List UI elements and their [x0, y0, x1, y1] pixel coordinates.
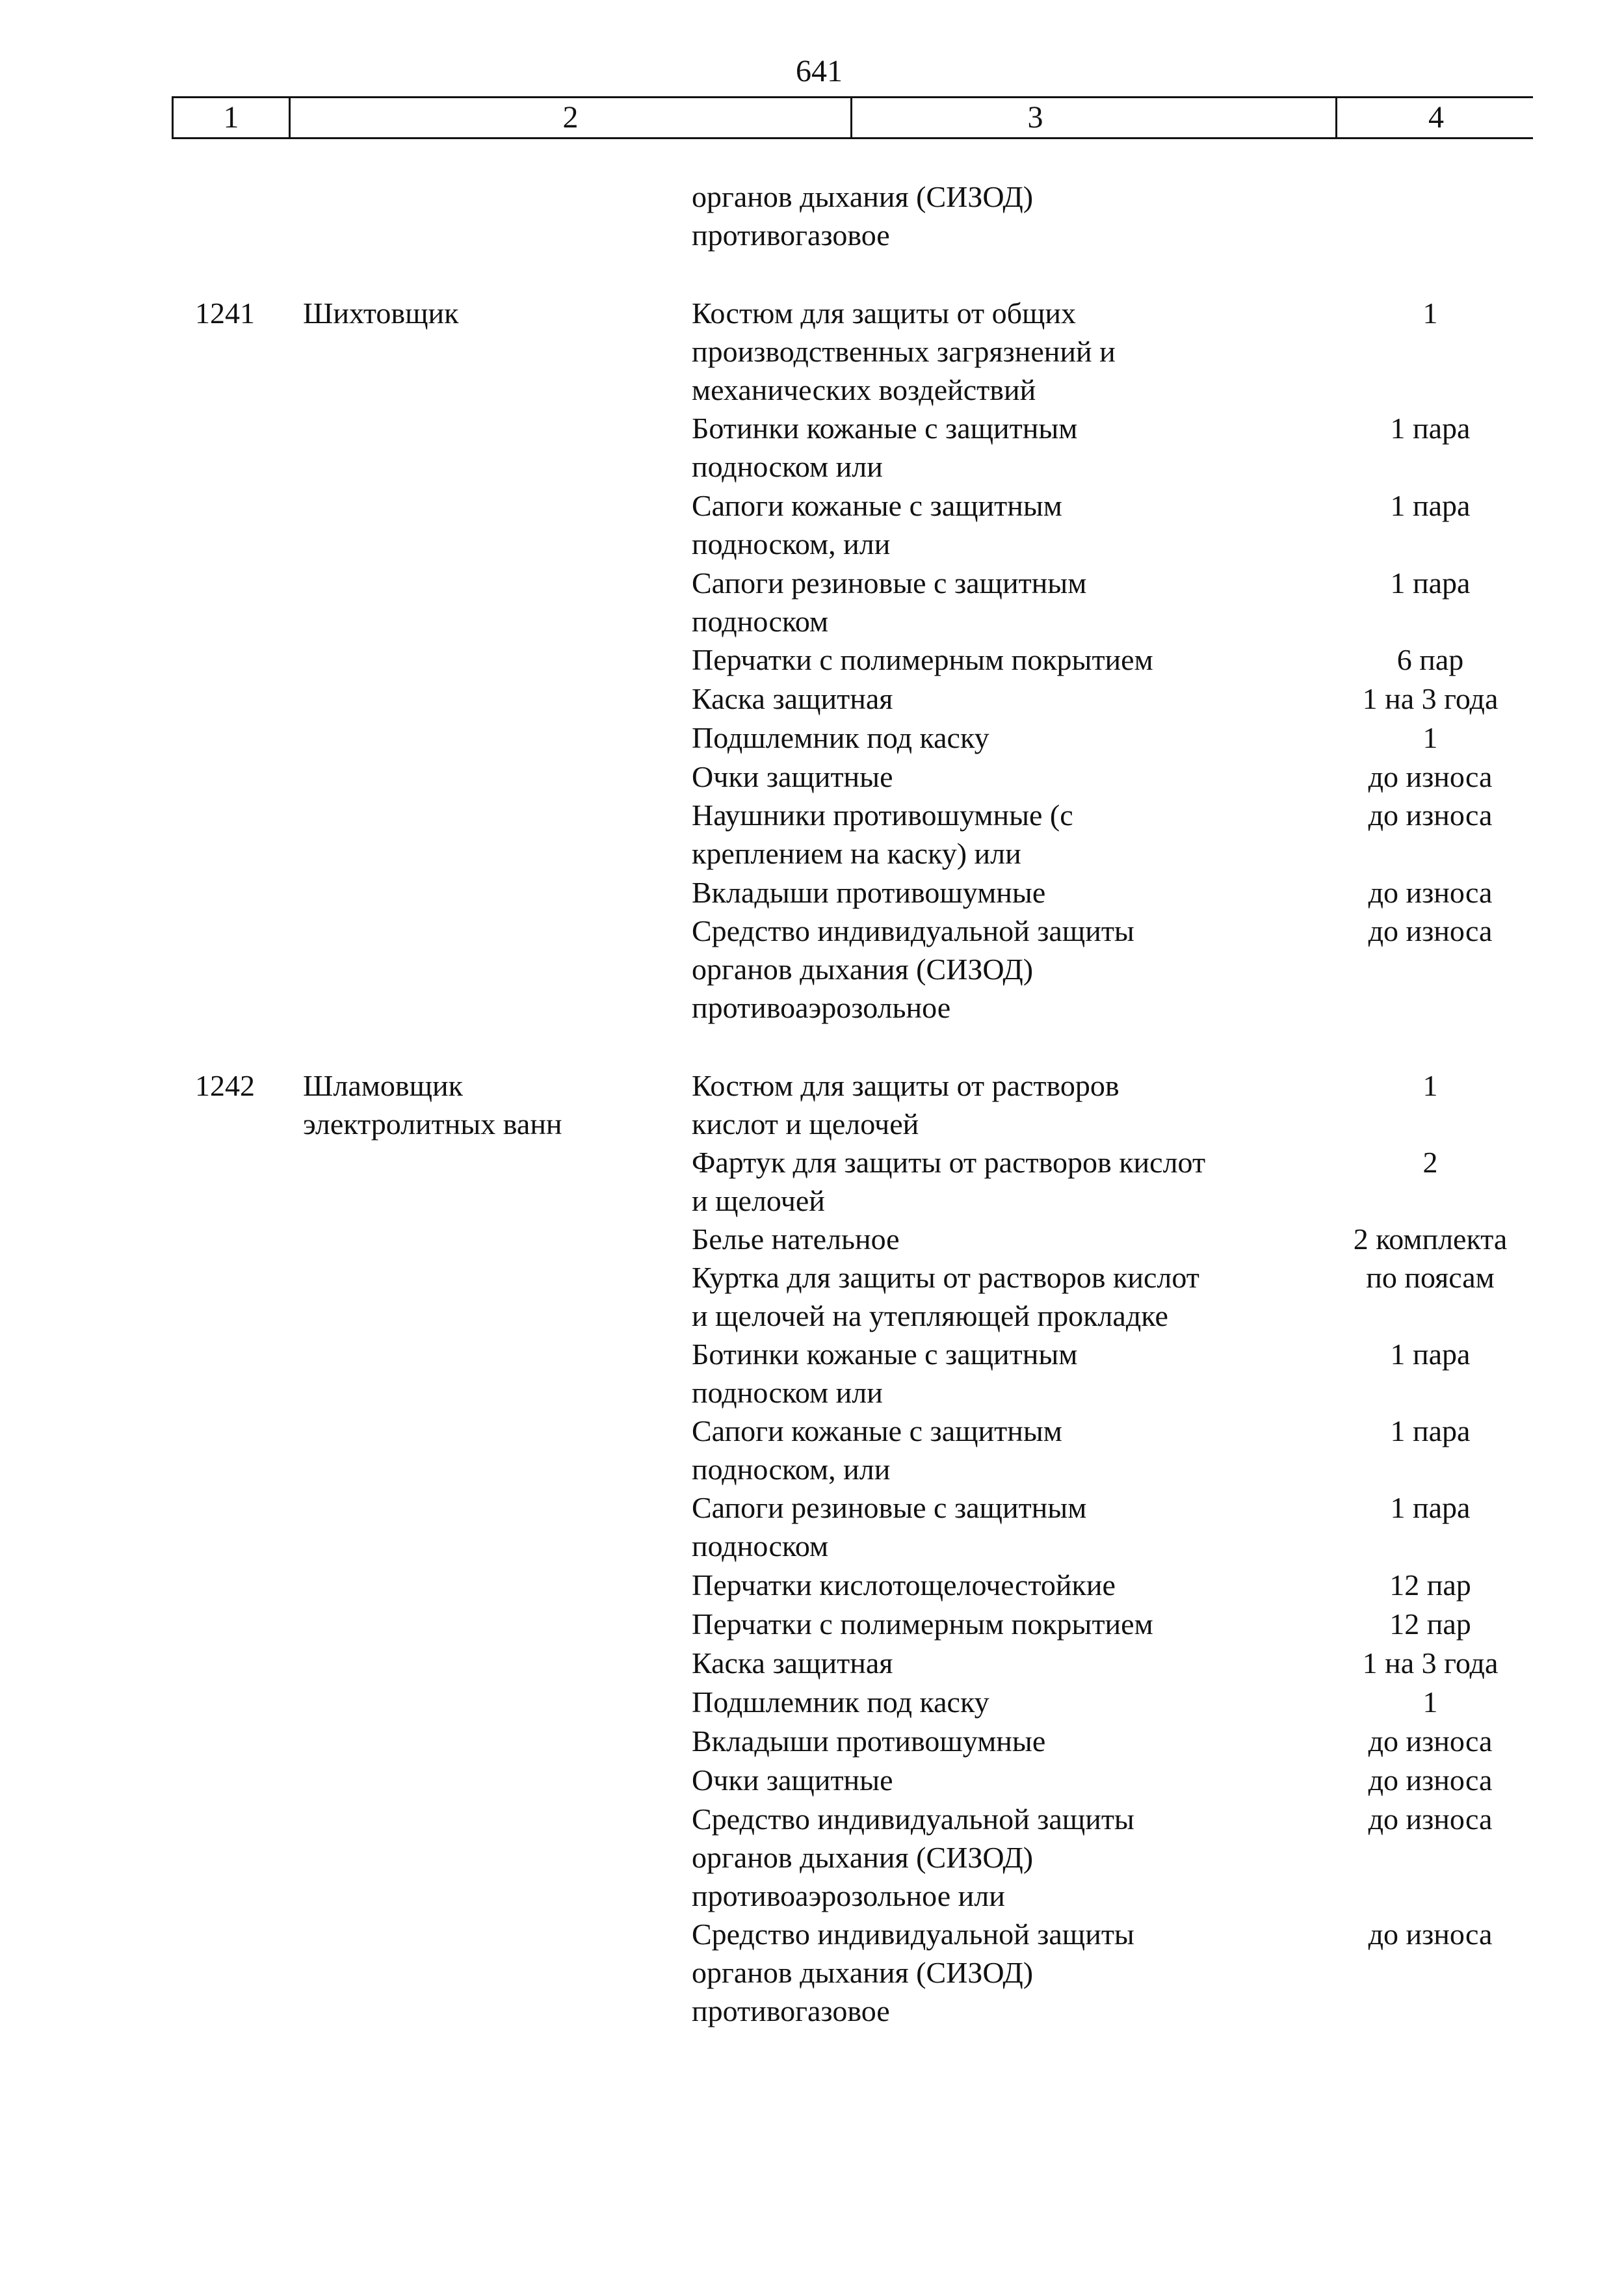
item-qty: 1 пара [1390, 412, 1471, 445]
item-line: Фартук для защиты от растворов кислот [692, 1146, 1206, 1179]
item-qty: 1 [1422, 1069, 1438, 1102]
item-qty: 1 пара [1390, 566, 1471, 600]
item-qty: 2 [1422, 1146, 1438, 1179]
header-col-2: 2 [291, 98, 852, 137]
item-line: креплением на каску) или [692, 837, 1021, 870]
item-line: противогазовое [692, 1994, 890, 2027]
profession-name: электролитных ванн [303, 1107, 562, 1141]
item-qty: до износа [1368, 798, 1493, 832]
item-qty: 1 пара [1390, 1414, 1471, 1447]
item-qty: 1 [1422, 297, 1438, 330]
item-qty: до износа [1368, 1724, 1493, 1758]
item-line: подноском [692, 1529, 829, 1563]
item-qty: 1 [1422, 721, 1438, 754]
item-line: Сапоги резиновые с защитным [692, 1491, 1087, 1524]
continuation-line: противогазовое [692, 218, 890, 252]
header-col-1: 1 [174, 98, 291, 137]
item-line: Ботинки кожаные с защитным [692, 412, 1078, 445]
item-line: Перчатки кислотощелочестойкие [692, 1568, 1116, 1602]
item-qty: по поясам [1366, 1261, 1495, 1294]
item-qty: до износа [1368, 876, 1493, 909]
item-qty: до износа [1368, 914, 1493, 947]
item-line: Средство индивидуальной защиты [692, 1918, 1134, 1951]
item-line: Вкладыши противошумные [692, 1724, 1046, 1758]
item-line: Костюм для защиты от растворов [692, 1069, 1120, 1102]
item-line: Ботинки кожаные с защитным [692, 1338, 1078, 1371]
row-number: 1241 [195, 297, 255, 330]
item-line: механических воздействий [692, 373, 1036, 406]
item-qty: до износа [1368, 760, 1493, 793]
item-line: противоаэрозольное [692, 991, 951, 1024]
item-line: Очки защитные [692, 1763, 893, 1797]
item-qty: 1 пара [1390, 489, 1471, 522]
item-line: Подшлемник под каску [692, 721, 989, 754]
item-line: органов дыхания (СИЗОД) [692, 1841, 1034, 1874]
profession-name: Шихтовщик [303, 297, 459, 330]
item-line: подноском [692, 605, 829, 638]
item-qty: 1 на 3 года [1362, 682, 1499, 715]
item-line: и щелочей [692, 1184, 825, 1217]
item-line: Подшлемник под каску [692, 1685, 989, 1719]
item-line: Средство индивидуальной защиты [692, 1802, 1134, 1836]
row-number: 1242 [195, 1069, 255, 1102]
item-line: Костюм для защиты от общих [692, 297, 1077, 330]
item-qty: 1 [1422, 1685, 1438, 1719]
item-line: органов дыхания (СИЗОД) [692, 1956, 1034, 1989]
item-line: Перчатки с полимерным покрытием [692, 643, 1153, 676]
continuation-line: органов дыхания (СИЗОД) [692, 180, 1034, 213]
item-line: подноском, или [692, 527, 891, 561]
item-line: Сапоги кожаные с защитным [692, 1414, 1062, 1447]
item-qty: 1 на 3 года [1362, 1646, 1499, 1680]
item-line: подноском, или [692, 1453, 891, 1486]
item-line: Белье нательное [692, 1222, 900, 1256]
item-line: Перчатки с полимерным покрытием [692, 1607, 1153, 1641]
item-qty: 12 пар [1389, 1568, 1471, 1602]
item-line: противоаэрозольное или [692, 1879, 1005, 1912]
item-line: подноском или [692, 450, 883, 483]
item-line: кислот и щелочей [692, 1107, 919, 1141]
item-line: Куртка для защиты от растворов кислот [692, 1261, 1199, 1294]
header-col-4: 4 [1428, 100, 1444, 135]
item-line: Каска защитная [692, 1646, 893, 1680]
item-line: и щелочей на утепляющей прокладке [692, 1299, 1168, 1332]
item-qty: 12 пар [1389, 1607, 1471, 1641]
item-line: Наушники противошумные (с [692, 798, 1073, 832]
item-line: производственных загрязнений и [692, 335, 1116, 368]
profession-name: Шламовщик [303, 1069, 463, 1102]
item-line: Сапоги кожаные с защитным [692, 489, 1062, 522]
table-header [172, 96, 1533, 139]
item-qty: до износа [1368, 1763, 1493, 1797]
item-line: Очки защитные [692, 760, 893, 793]
item-qty: 2 комплекта [1353, 1222, 1508, 1256]
item-qty: 6 пар [1396, 643, 1464, 676]
item-line: Сапоги резиновые с защитным [692, 566, 1087, 600]
item-line: Вкладыши противошумные [692, 876, 1046, 909]
page-number: 641 [796, 54, 843, 88]
item-line: органов дыхания (СИЗОД) [692, 953, 1034, 986]
item-qty: 1 пара [1390, 1491, 1471, 1524]
item-qty: 1 пара [1390, 1338, 1471, 1371]
item-qty: до износа [1368, 1802, 1493, 1836]
item-qty: до износа [1368, 1918, 1493, 1951]
item-line: Средство индивидуальной защиты [692, 914, 1134, 947]
header-col-3: 3 [735, 98, 1337, 137]
item-line: подноском или [692, 1376, 883, 1409]
item-line: Каска защитная [692, 682, 893, 715]
